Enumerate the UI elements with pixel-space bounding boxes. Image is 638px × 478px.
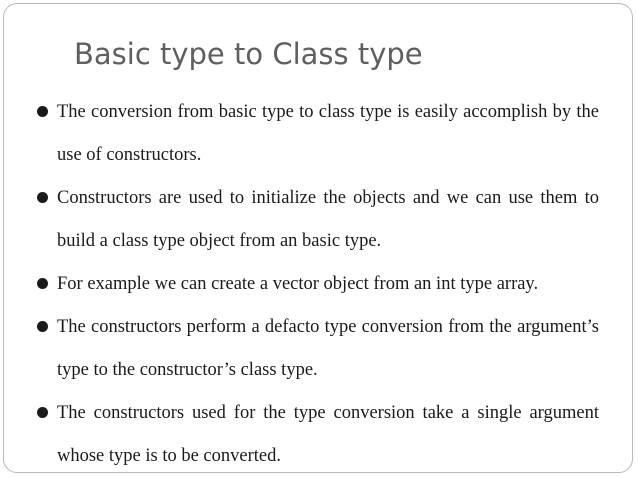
bullet-text: The constructors perform a defacto type conversion from the argument’s type to the constructor’s class type.	[57, 317, 599, 380]
bullet-dot-icon	[37, 106, 48, 117]
bullet-item	[4, 91, 599, 177]
bullet-item	[4, 177, 599, 263]
slide-title: Basic type to Class type	[74, 37, 423, 71]
bullet-item	[4, 306, 599, 392]
bullet-item	[4, 263, 599, 306]
bullet-text: Constructors are used to initialize the objects and we can use them to build a class type object from an basic type.	[57, 188, 599, 251]
slide	[3, 3, 633, 473]
bullet-text: The constructors used for the type conversion take a single argument whose type is to be converted.	[57, 403, 599, 466]
bullet-dot-icon	[37, 278, 48, 289]
bullet-dot-icon	[37, 321, 48, 332]
bullet-item	[4, 392, 599, 473]
bullet-dot-icon	[37, 192, 48, 203]
bullet-list	[4, 91, 633, 473]
bullet-text: The conversion from basic type to class type is easily accomplish by the use of constructors.	[57, 102, 599, 165]
bullet-dot-icon	[37, 407, 48, 418]
bullet-text: For example we can create a vector object from an int type array.	[57, 274, 539, 294]
